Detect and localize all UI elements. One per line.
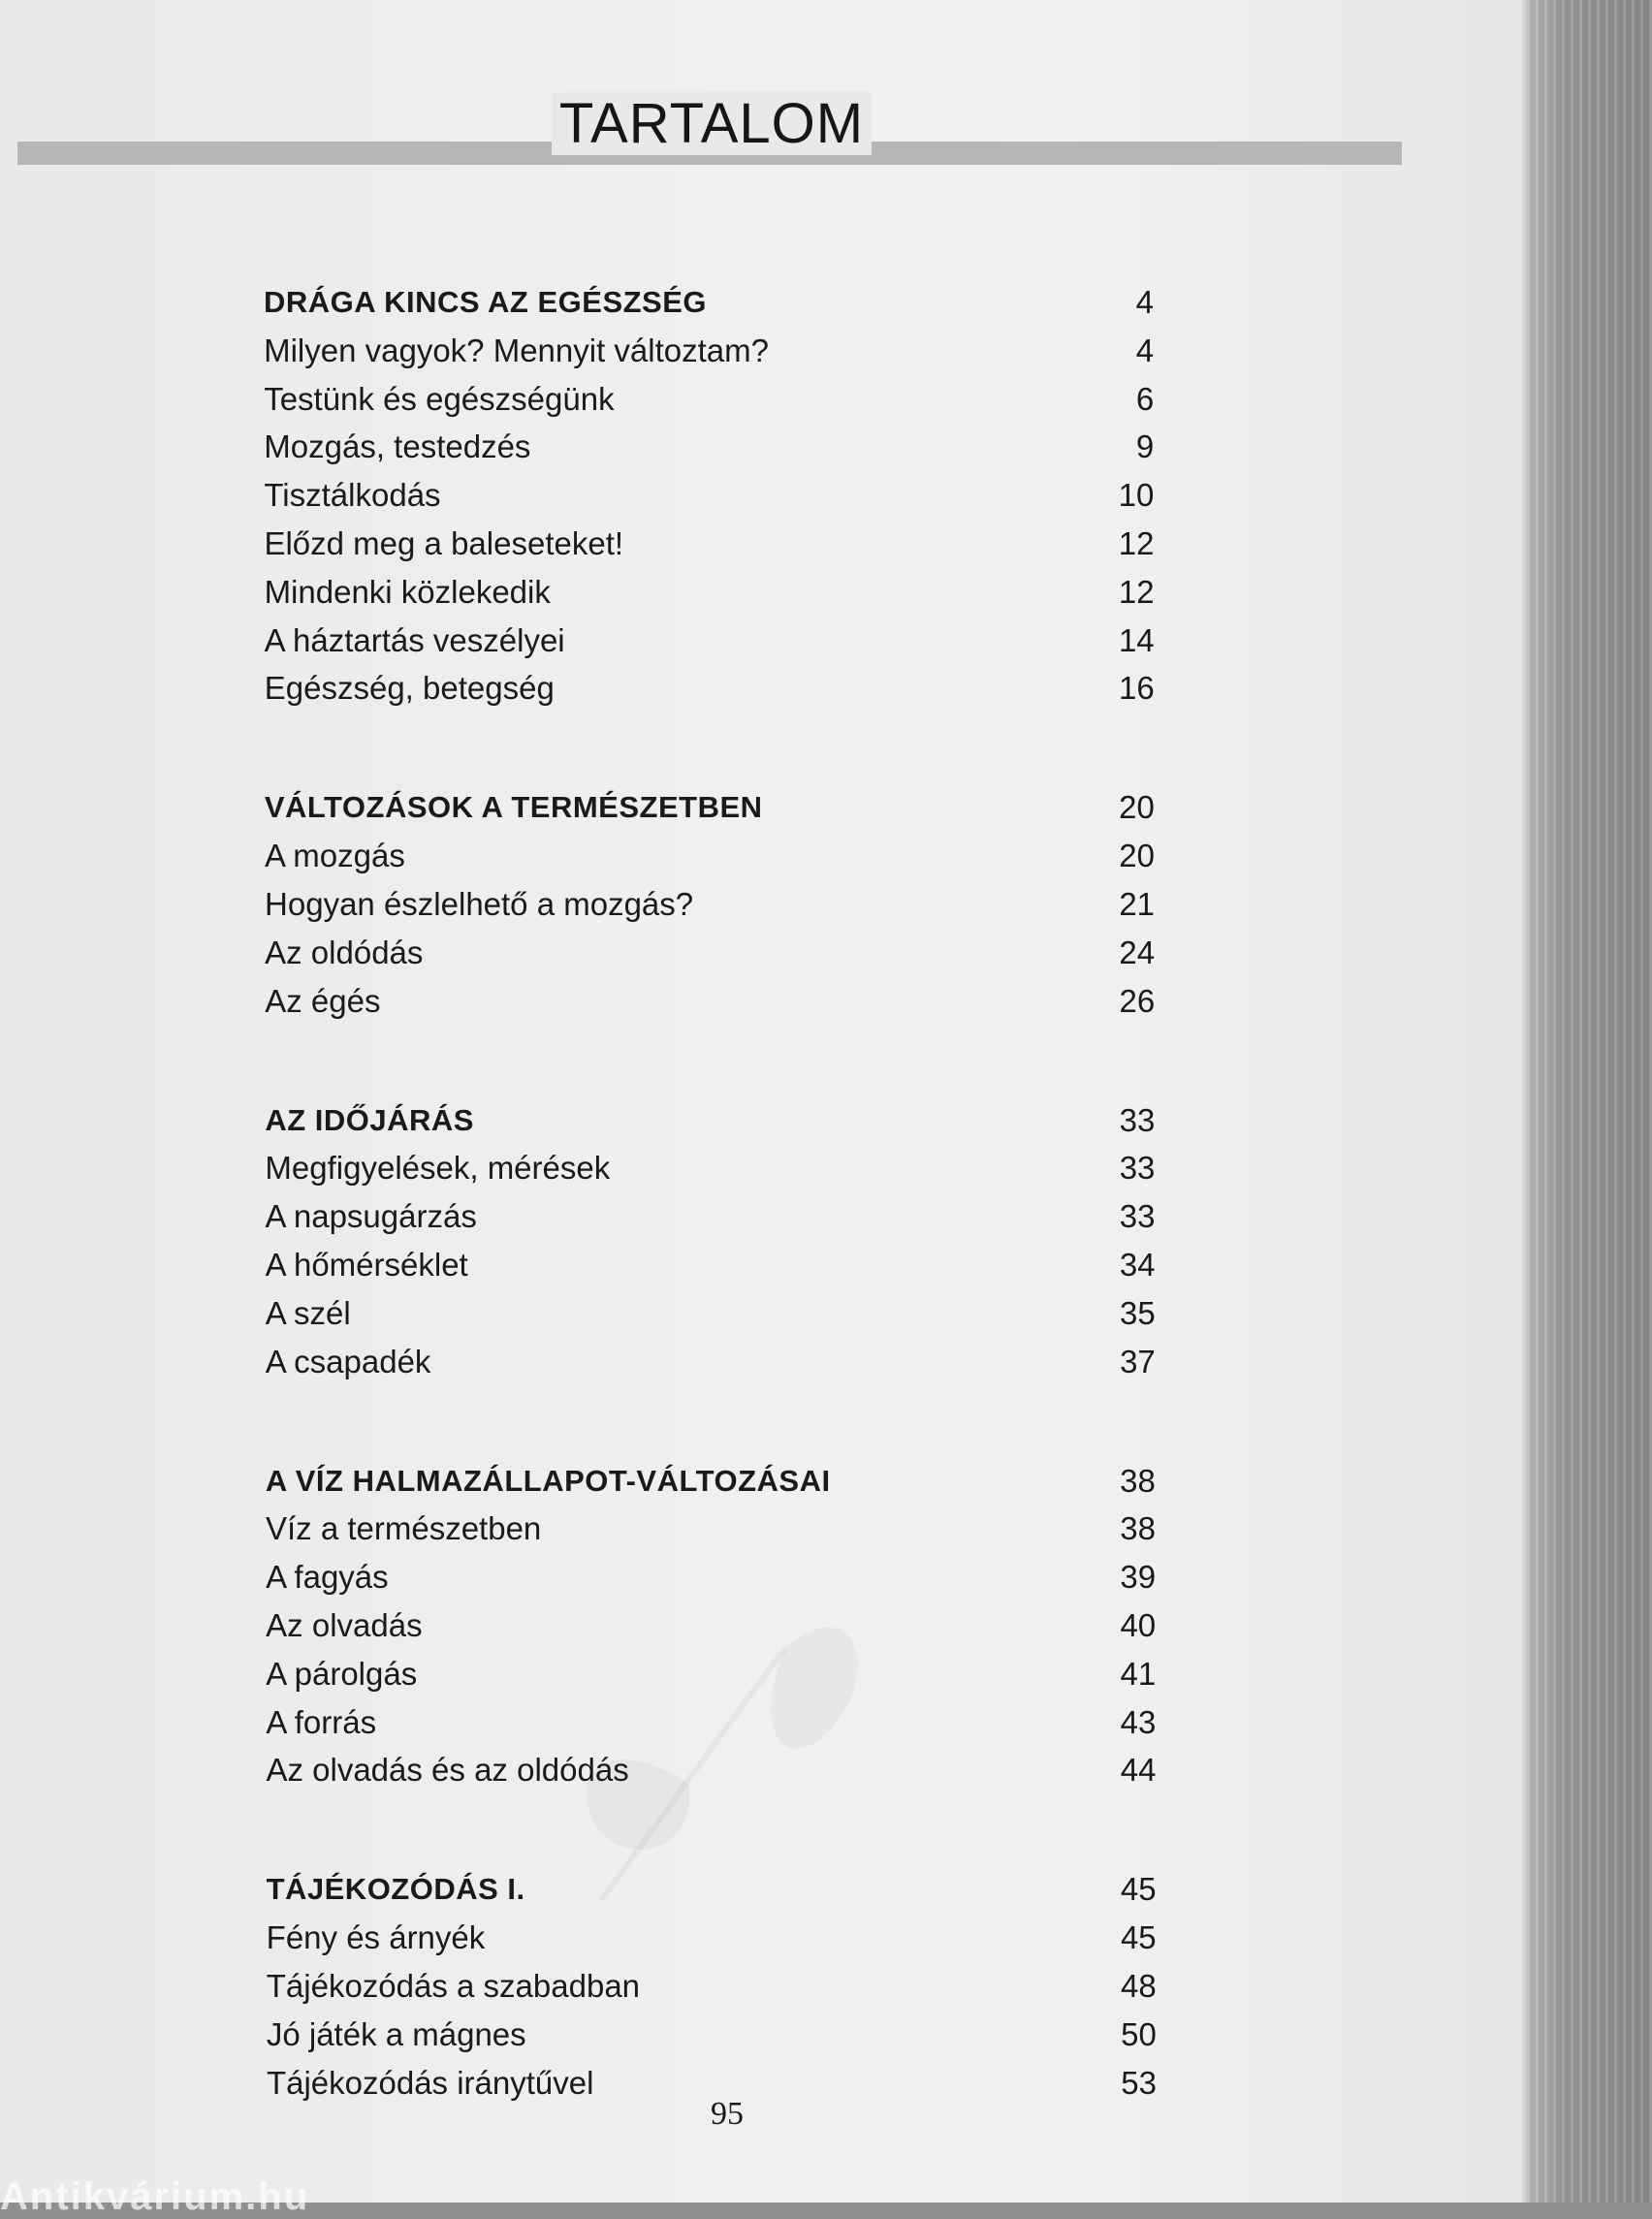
- entry-page-number: 34: [1119, 1247, 1156, 1283]
- page-title: [0, 85, 1423, 163]
- entry-page-number: 9: [1135, 428, 1155, 465]
- entry-label: Fény és árnyék: [266, 1919, 486, 1956]
- entry-label: Előzd meg a baleseteket!: [264, 525, 624, 561]
- toc-entry: [266, 1505, 1156, 1553]
- entry-label: Hogyan észlelhető a mozgás?: [265, 886, 694, 922]
- entry-page-number: 43: [1120, 1703, 1157, 1740]
- entry-page-number: 14: [1118, 621, 1155, 658]
- entry-page-number: 50: [1121, 2015, 1157, 2052]
- entry-page-number: 16: [1119, 670, 1155, 707]
- entry-label: Milyen vagyok? Mennyit változtam?: [264, 332, 769, 368]
- toc-entry: [264, 375, 1154, 424]
- entry-page-number: 6: [1135, 380, 1155, 417]
- toc-entry: [266, 1338, 1156, 1386]
- entry-label: Víz a természetben: [265, 1510, 542, 1547]
- entry-label: Mozgás, testedzés: [264, 428, 531, 465]
- section-heading: A VÍZ HALMAZÁLLAPOT-VÁLTOZÁSAI: [265, 1463, 831, 1498]
- toc-section-heading: [265, 783, 1155, 832]
- entry-label: Megfigyelések, mérések: [265, 1150, 611, 1187]
- section-page-number: 33: [1119, 1101, 1156, 1138]
- toc-section-heading: [265, 1096, 1155, 1145]
- entry-label: A fagyás: [266, 1559, 389, 1596]
- entry-page-number: 41: [1120, 1655, 1157, 1692]
- entry-label: Az olvadás: [266, 1607, 423, 1643]
- section-page-number: 45: [1120, 1871, 1157, 1908]
- section-heading: TÁJÉKOZÓDÁS I.: [266, 1872, 525, 1907]
- entry-page-number: 33: [1119, 1198, 1156, 1235]
- entry-page-number: 53: [1121, 2064, 1157, 2101]
- entry-label: Jó játék a mágnes: [266, 2015, 526, 2052]
- entry-label: A forrás: [266, 1703, 377, 1740]
- toc-entry: [265, 880, 1155, 929]
- entry-page-number: 12: [1118, 525, 1155, 561]
- entry-page-number: 35: [1119, 1294, 1156, 1331]
- entry-page-number: 44: [1120, 1752, 1157, 1789]
- entry-label: A mozgás: [264, 838, 405, 874]
- toc-entry: [266, 1553, 1156, 1601]
- entry-page-number: 45: [1120, 1919, 1157, 1956]
- toc-section-heading: [267, 1865, 1157, 1914]
- entry-label: Testünk és egészségünk: [264, 380, 615, 417]
- entry-page-number: 10: [1118, 477, 1155, 514]
- entry-label: A csapadék: [265, 1343, 431, 1379]
- entry-page-number: 24: [1119, 934, 1156, 970]
- toc-entry: [265, 617, 1155, 665]
- entry-label: Az olvadás és az oldódás: [266, 1752, 629, 1789]
- toc-entry: [264, 327, 1154, 375]
- toc-entry: [266, 1601, 1156, 1650]
- entry-page-number: 40: [1120, 1607, 1157, 1643]
- toc-entry: [266, 1241, 1156, 1289]
- page-number: 95: [711, 2096, 744, 2132]
- toc-entry: [266, 1289, 1156, 1338]
- toc-entry: [267, 1962, 1157, 2011]
- section-page-number: 4: [1135, 284, 1154, 320]
- entry-label: Tájékozódás iránytűvel: [266, 2064, 594, 2101]
- entry-label: A szél: [265, 1294, 351, 1331]
- entry-label: Tisztálkodás: [264, 477, 441, 514]
- toc-entry: [266, 1746, 1156, 1794]
- toc-entry: [264, 423, 1154, 471]
- section-heading: AZ IDŐJÁRÁS: [265, 1102, 474, 1137]
- toc-entry: [265, 929, 1155, 977]
- section-heading: VÁLTOZÁSOK A TERMÉSZETBEN: [264, 790, 763, 825]
- entry-label: Az oldódás: [265, 934, 424, 970]
- book-binding: [1527, 0, 1652, 2203]
- entry-page-number: 37: [1120, 1343, 1156, 1379]
- entry-page-number: 4: [1135, 332, 1155, 368]
- section-page-number: 20: [1119, 789, 1155, 826]
- entry-page-number: 33: [1119, 1150, 1156, 1187]
- toc-entry: [265, 664, 1155, 713]
- entry-page-number: 21: [1119, 886, 1156, 922]
- entry-label: Az égés: [265, 982, 381, 1019]
- toc-entry: [266, 1650, 1156, 1698]
- toc-section-heading: [266, 1457, 1156, 1506]
- toc-entry: [265, 832, 1155, 880]
- entry-page-number: 20: [1119, 838, 1155, 874]
- entry-label: Mindenki közlekedik: [264, 573, 551, 610]
- page-title-text: TARTALOM: [552, 92, 872, 155]
- watermark: Antikvárium.hu: [0, 2175, 310, 2218]
- entry-label: Egészség, betegség: [264, 670, 555, 707]
- entry-page-number: 12: [1118, 573, 1155, 610]
- toc-entry: [264, 520, 1154, 568]
- entry-label: A hőmérséklet: [265, 1247, 468, 1283]
- section-heading: DRÁGA KINCS AZ EGÉSZSÉG: [264, 285, 708, 319]
- entry-page-number: 39: [1120, 1559, 1157, 1596]
- section-page-number: 38: [1120, 1462, 1156, 1499]
- toc-section-heading: [264, 278, 1154, 327]
- toc-entry: [265, 1144, 1155, 1192]
- toc-entry: [267, 1914, 1157, 1962]
- toc-entry: [267, 2011, 1157, 2059]
- entry-label: A háztartás veszélyei: [264, 621, 565, 658]
- toc-entry: [264, 471, 1154, 520]
- entry-page-number: 26: [1119, 982, 1156, 1019]
- toc-entry: [265, 977, 1155, 1026]
- entry-label: A napsugárzás: [265, 1198, 477, 1235]
- entry-label: A párolgás: [266, 1655, 418, 1692]
- entry-page-number: 48: [1121, 1968, 1157, 2004]
- toc-entry: [266, 1698, 1156, 1747]
- toc-entry: [266, 1192, 1156, 1241]
- entry-page-number: 38: [1120, 1510, 1156, 1547]
- toc-entry: [265, 568, 1155, 617]
- entry-label: Tájékozódás a szabadban: [266, 1968, 641, 2004]
